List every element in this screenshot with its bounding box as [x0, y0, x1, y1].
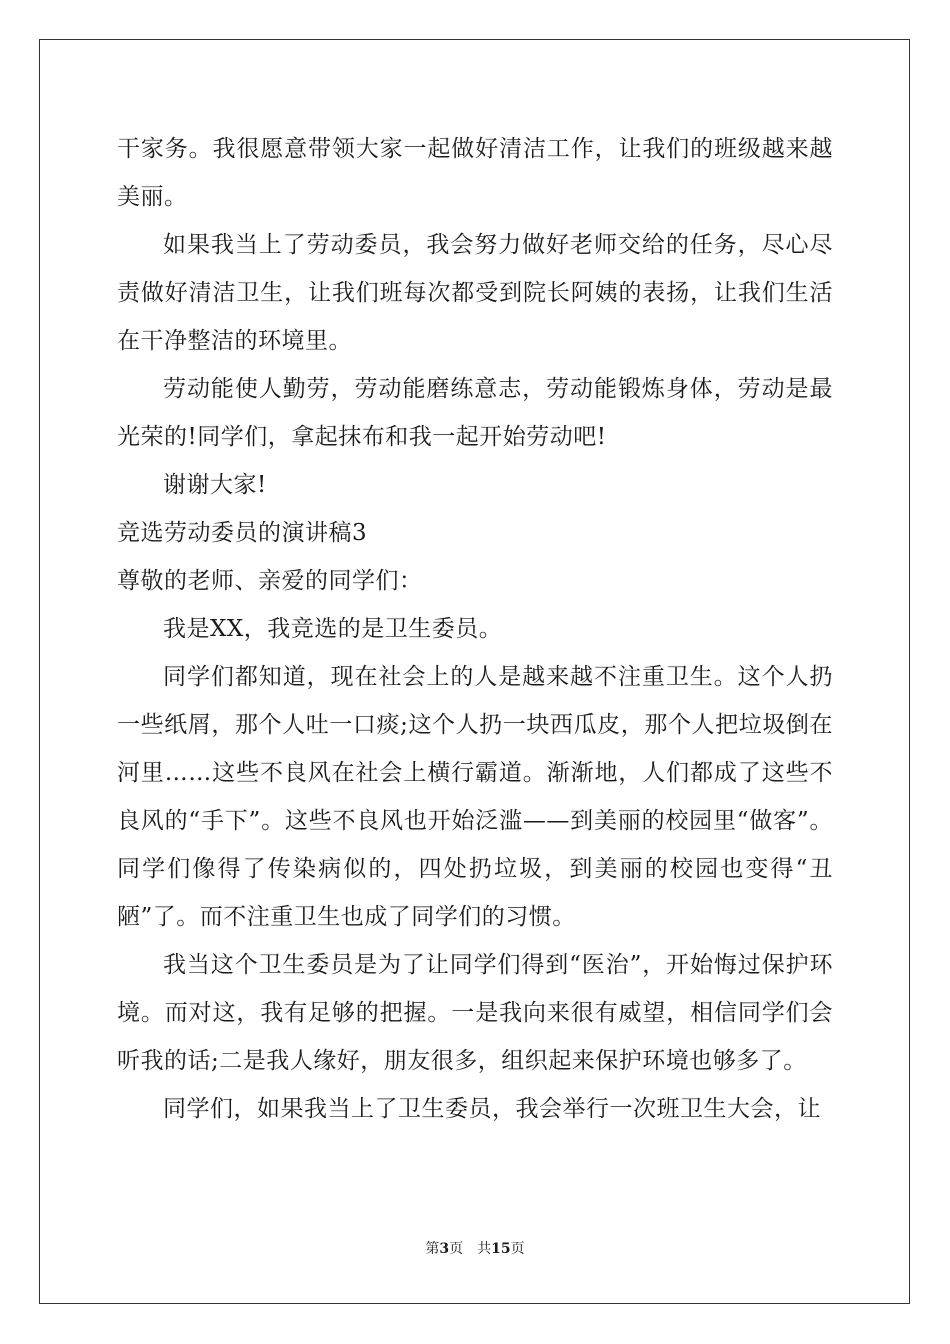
page-suffix: 页 — [449, 1241, 464, 1257]
total-suffix: 页 — [510, 1241, 525, 1257]
paragraph-10: 同学们，如果我当上了卫生委员，我会举行一次班卫生大会，让 — [163, 1096, 821, 1122]
total-pages: 15 — [491, 1241, 511, 1257]
paragraph-1: 干家务。我很愿意带领大家一起做好清洁工作，让我们的班级越来越美丽。 — [117, 136, 833, 210]
salutation: 尊敬的老师、亲爱的同学们： — [117, 568, 423, 594]
paragraph-4: 谢谢大家! — [163, 472, 267, 498]
paragraph-2: 如果我当上了劳动委员，我会努力做好老师交给的任务，尽心尽责做好清洁卫生，让我们班每次都受到院长阿姨的表扬，让我们生活在干净整洁的环境里。 — [117, 232, 833, 354]
document-body — [117, 125, 833, 1133]
paragraph-9: 我当这个卫生委员是为了让同学们得到“医治”，开始悔过保护环境。而对这，我有足够的把握。一是我向来很有威望，相信同学们会听我的话;二是我人缘好，朋友很多，组织起来保护环境也够多了。 — [117, 952, 833, 1074]
total-prefix: 共 — [477, 1241, 492, 1257]
page-footer — [0, 1240, 950, 1258]
page-number: 3 — [439, 1241, 450, 1257]
paragraph-3: 劳动能使人勤劳，劳动能磨练意志，劳动能锻炼身体，劳动是最光荣的!同学们，拿起抹布和我一起开始劳动吧! — [117, 376, 833, 450]
page-prefix: 第 — [425, 1241, 440, 1257]
paragraph-8: 同学们都知道，现在社会上的人是越来越不注重卫生。这个人扔一些纸屑，那个人吐一口痰;这个人扔一块西瓜皮，那个人把垃圾倒在河里……这些不良风在社会上横行霸道。渐渐地，人们都成了这些不良风的“手下”。这些不良风也开始泛滥——到美丽的校园里“做客”。同学们像得了传染病似的，四处扔垃圾，到美丽的校园也变得“丑陋”了。而不注重卫生也成了同学们的习惯。 — [117, 664, 833, 930]
section-heading: 竞选劳动委员的演讲稿3 — [117, 520, 368, 546]
paragraph-7: 我是XX，我竞选的是卫生委员。 — [163, 616, 503, 642]
